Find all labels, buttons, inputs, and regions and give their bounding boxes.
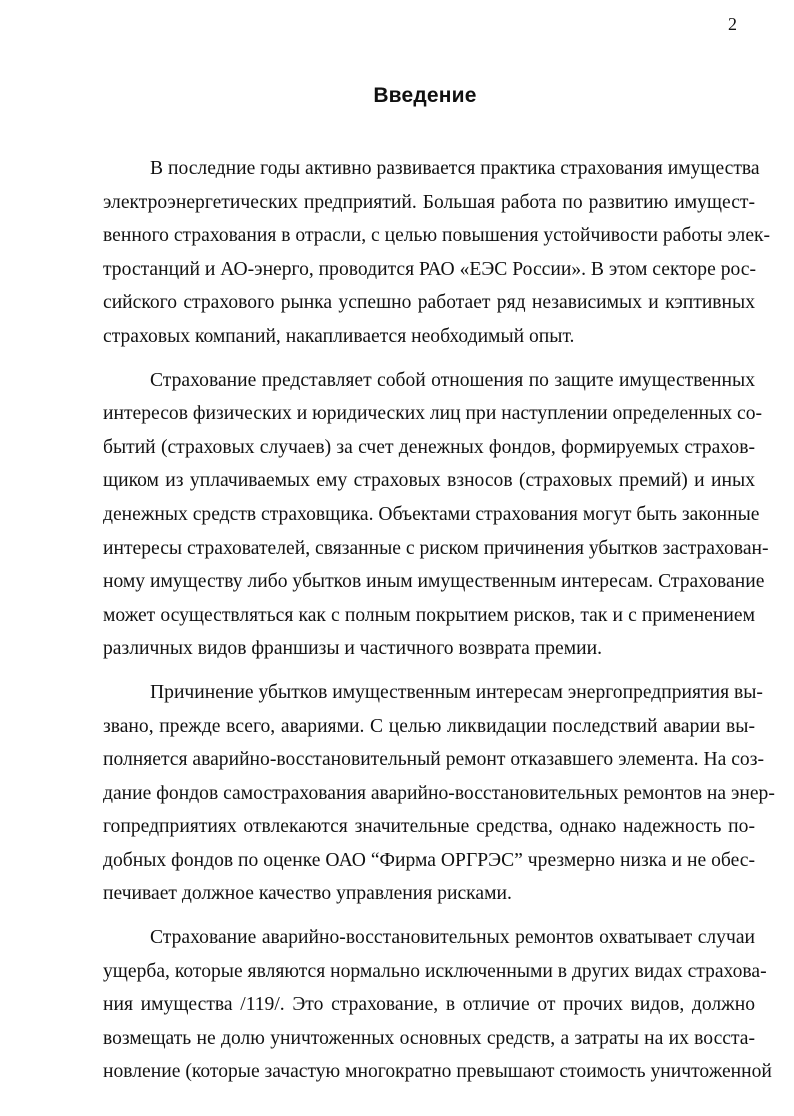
page-number: 2 [728, 14, 737, 34]
text-line: интересов физических и юридических лиц при наступлении определенных со- [103, 403, 763, 425]
text-line: печивает должное качество управления рисками. [103, 883, 512, 905]
text-line: звано, прежде всего, авариями. С целью ликвидации последствий аварии вы- [103, 715, 755, 737]
text-line: различных видов франшизы и частичного возврата премии. [103, 638, 602, 660]
text-line: сийского страхового рынка успешно работает ряд независимых и кэптивных [103, 292, 755, 314]
text-line: страховых компаний, накапливается необходимый опыт. [103, 325, 575, 347]
text-line: В последние годы активно развивается практика страхования имущества [150, 158, 760, 179]
text-line: ния имущества /119/. Это страхование, в отличие от прочих видов, должно [103, 994, 755, 1016]
text-line: тростанций и АО-энерго, проводится РАО «ЕЭС России». В этом секторе рос- [103, 258, 757, 280]
text-line: дание фондов самострахования аварийно-восстановительных ремонтов на энер- [103, 782, 775, 804]
text-line: Страхование аварийно-восстановительных ремонтов охватывает случаи [150, 927, 755, 949]
text-line: может осуществляться как с полным покрытием рисков, так и с применением [103, 604, 755, 626]
paragraph [103, 364, 769, 666]
text-line: Страхование представляет собой отношения по защите имущественных [150, 369, 755, 391]
text-line: добных фондов по оценке ОАО “Фирма ОРГРЭС” чрезмерно низка и не обес- [103, 849, 755, 871]
text-line: полняется аварийно-восстановительный ремонт отказавшего элемента. На соз- [103, 749, 764, 771]
paragraph [103, 676, 775, 911]
text-line: новление (которые зачастую многократно превышают стоимость уничтоженной [103, 1061, 772, 1083]
text-line: щиком из уплачиваемых ему страховых взносов (страховых премий) и иных [103, 470, 755, 492]
text-line: ному имуществу либо убытков иным имущественным интересам. Страхование [103, 571, 765, 593]
text-line: Причинение убытков имущественным интересам энергопредприятия вы- [150, 681, 763, 703]
document-body [103, 152, 775, 1099]
text-line: денежных средств страховщика. Объектами страхования могут быть законные [103, 503, 760, 525]
text-line: ущерба, которые являются нормально исключенными в других видах страхова- [103, 960, 767, 982]
text-line: возмещать не долю уничтоженных основных средств, а затраты на их восста- [103, 1027, 755, 1049]
text-line: электроэнергетических предприятий. Большая работа по развитию имущест- [103, 191, 755, 213]
page-title: Введение [373, 84, 477, 107]
text-line: интересы страхователей, связанные с риском причинения убытков застрахован- [103, 537, 769, 559]
paragraph [103, 152, 771, 354]
text-line: гопредприятиях отвлекаются значительные средства, однако надежность по- [103, 816, 755, 838]
paragraph [103, 921, 772, 1089]
text-line: бытий (страховых случаев) за счет денежных фондов, формируемых страхов- [103, 436, 755, 458]
text-line: венного страхования в отрасли, с целью повышения устойчивости работы элек- [103, 225, 771, 247]
